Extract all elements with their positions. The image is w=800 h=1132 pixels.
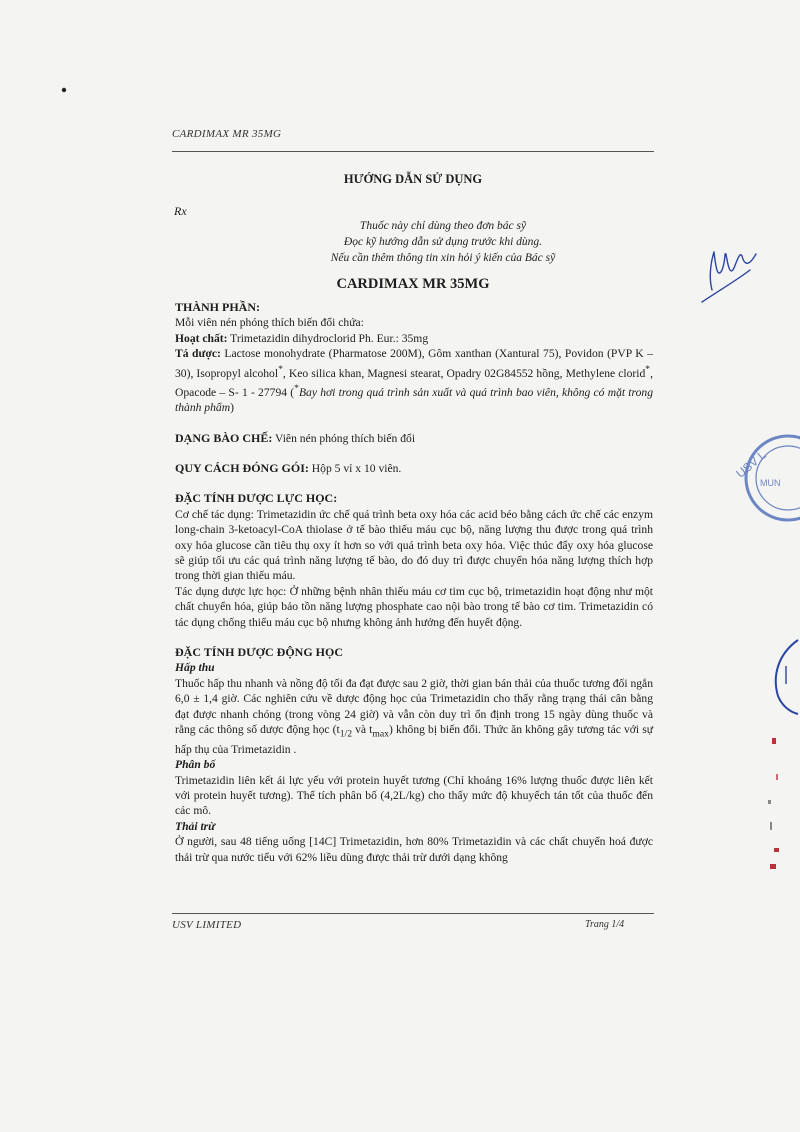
absorption-text: ) không bị biến đổi. Thức ăn không gây tương tác với sự hấp thụ của Trimetazidin . [175, 723, 653, 756]
elimination-paragraph: Ở người, sau 48 tiếng uống [14C] Trimetazidin, hơn 80% Trimetazidin và các chất chuyển hoá được thải trừ qua nước tiểu với 62% liều dùng được thải trừ dưới dạng không [175, 835, 653, 864]
subheading-elimination: Thải trừ [175, 819, 216, 833]
running-header: CARDIMAX MR 35MG [172, 128, 282, 140]
dosage-form-value: Viên nén phóng thích biến đổi [272, 431, 416, 445]
packaging-value: Hộp 5 vỉ x 10 viên. [308, 461, 402, 475]
active-ingredient [175, 331, 653, 346]
signature-mark [690, 240, 770, 310]
active-label: Hoạt chất: [175, 331, 228, 345]
prescription-notice [172, 218, 654, 266]
section-heading-pharmacodynamics: ĐẶC TÍNH DƯỢC LỰC HỌC: [175, 491, 338, 506]
composition-intro: Mỗi viên nén phóng thích biến đổi chứa: [175, 316, 364, 330]
scan-dot [60, 86, 68, 94]
absorption-paragraph [175, 676, 653, 757]
company-stamp [728, 428, 800, 528]
section-heading-pharmacokinetics: ĐẶC TÍNH DƯỢC ĐỘNG HỌC [175, 645, 344, 660]
excipient-text: , Keo silica khan, Magnesi stearat, Opadry 02G84552 hồng, Methylene clorid [282, 366, 646, 380]
subscript: max [372, 728, 390, 740]
stamp-arc [760, 636, 800, 716]
notice-line: Nếu cần thêm thông tin xin hỏi ý kiến của Bác sỹ [330, 252, 556, 264]
product-title: CARDIMAX MR 35MG [336, 276, 490, 292]
stamp-text: MUN [760, 478, 781, 488]
excipient-text: Lactose monohydrate (Pharmatose 200M), Gôm xanthan (Xantural 75), Povidon (PVP K – 30), Isopropyl alcohol [175, 347, 653, 380]
header-rule [172, 151, 654, 152]
footer-page-number: Trang 1/4 [585, 919, 625, 930]
footer-rule [172, 913, 654, 914]
stamp-text: USV L [733, 447, 769, 481]
document-body [175, 300, 653, 865]
rx-label: Rx [174, 204, 187, 218]
subheading-absorption: Hấp thu [175, 661, 215, 675]
footnote-star: * [278, 363, 283, 375]
section-heading-composition: THÀNH PHẦN: [175, 300, 260, 314]
packaging [175, 461, 653, 476]
notice-line: Đọc kỹ hướng dẫn sử dụng trước khi dùng. [343, 236, 543, 248]
active-value: Trimetazidin dihydroclorid Ph. Eur.: 35mg [227, 331, 429, 345]
subscript: 1/2 [339, 728, 353, 740]
footnote-star: * [645, 363, 651, 375]
edge-marks [764, 730, 788, 880]
excipient-note: Bay hơi trong quá trình sản xuất và quá trình bao viên, không có mặt trong thành phẩm [175, 385, 653, 415]
dosage-form [175, 431, 653, 446]
footnote-star: * [294, 382, 299, 394]
pharmacodynamics-paragraph: Tác dụng dược lực học: Ở những bệnh nhân thiếu máu cơ tim cục bộ, trimetazidin hoạt động như một chất chuyển hóa, giúp bảo tồn năng lượng phosphate cao nội bào trong tế bào cơ tim. Trimetazidin có tác dụng chống thiếu máu cục bộ nhưng không ảnh hưởng đến huyết động. [175, 584, 653, 629]
excipient-label: Tá dược: [175, 347, 221, 361]
excipient-text: , Opacode – S- 1 - 27794 ( [175, 366, 654, 399]
footer-company: USV LIMITED [172, 919, 242, 931]
pharmacodynamics-paragraph: Cơ chế tác dụng: Trimetazidin ức chế quá trình beta oxy hóa các acid béo bằng cách ức chế các enzym long-chain 3-ketoacyl-CoA thiolase ở tế bào thiếu máu cục bộ, năng lượng thu được trong quá trình oxy hóa glucose cần tiêu thụ oxy ít hơn so với quá trình beta oxy hóa. Việc thúc đẩy oxy hóa glucose sẽ giúp tối ưu các quá trình năng lượng tế bào, do đó duy trì được chuyển hóa năng lượng thích hợp trong thời gian thiếu máu. [175, 507, 653, 583]
subheading-distribution: Phân bố [175, 758, 216, 772]
distribution-paragraph: Trimetazidin liên kết ái lực yếu với protein huyết tương (Chỉ khoảng 16% lượng thuốc được liên kết với protein huyết tương). Thể tích phân bố (4,2L/kg) cho thấy mức độ khuyếch tán tốt của thuốc đến các mô. [175, 773, 653, 818]
notice-line: Thuốc này chỉ dùng theo đơn bác sỹ [359, 220, 527, 232]
absorption-text: Thuốc hấp thu nhanh và nồng độ tối đa đạt được sau 2 giờ, thời gian bán thải của thuốc tương đối ngắn 6,0 ± 1,4 giờ. Các nghiên cứu về dược động học của Trimetazidin cho thấy rằng trạng thái cân bằng đạt được nhanh chóng (trong vòng 24 giờ) và vẫn còn duy trì ổn định trong 15 ngày dùng thuốc và rằng các thông số dược động học (t [175, 676, 653, 737]
excipient-text: ) [230, 401, 234, 415]
section-heading-dosage-form: DẠNG BÀO CHẾ: [175, 430, 273, 445]
section-heading-packaging: QUY CÁCH ĐÓNG GÓI: [175, 460, 309, 475]
absorption-text: và t [352, 723, 373, 737]
document-heading: HƯỚNG DẪN SỬ DỤNG [343, 172, 483, 186]
excipients [175, 346, 653, 415]
